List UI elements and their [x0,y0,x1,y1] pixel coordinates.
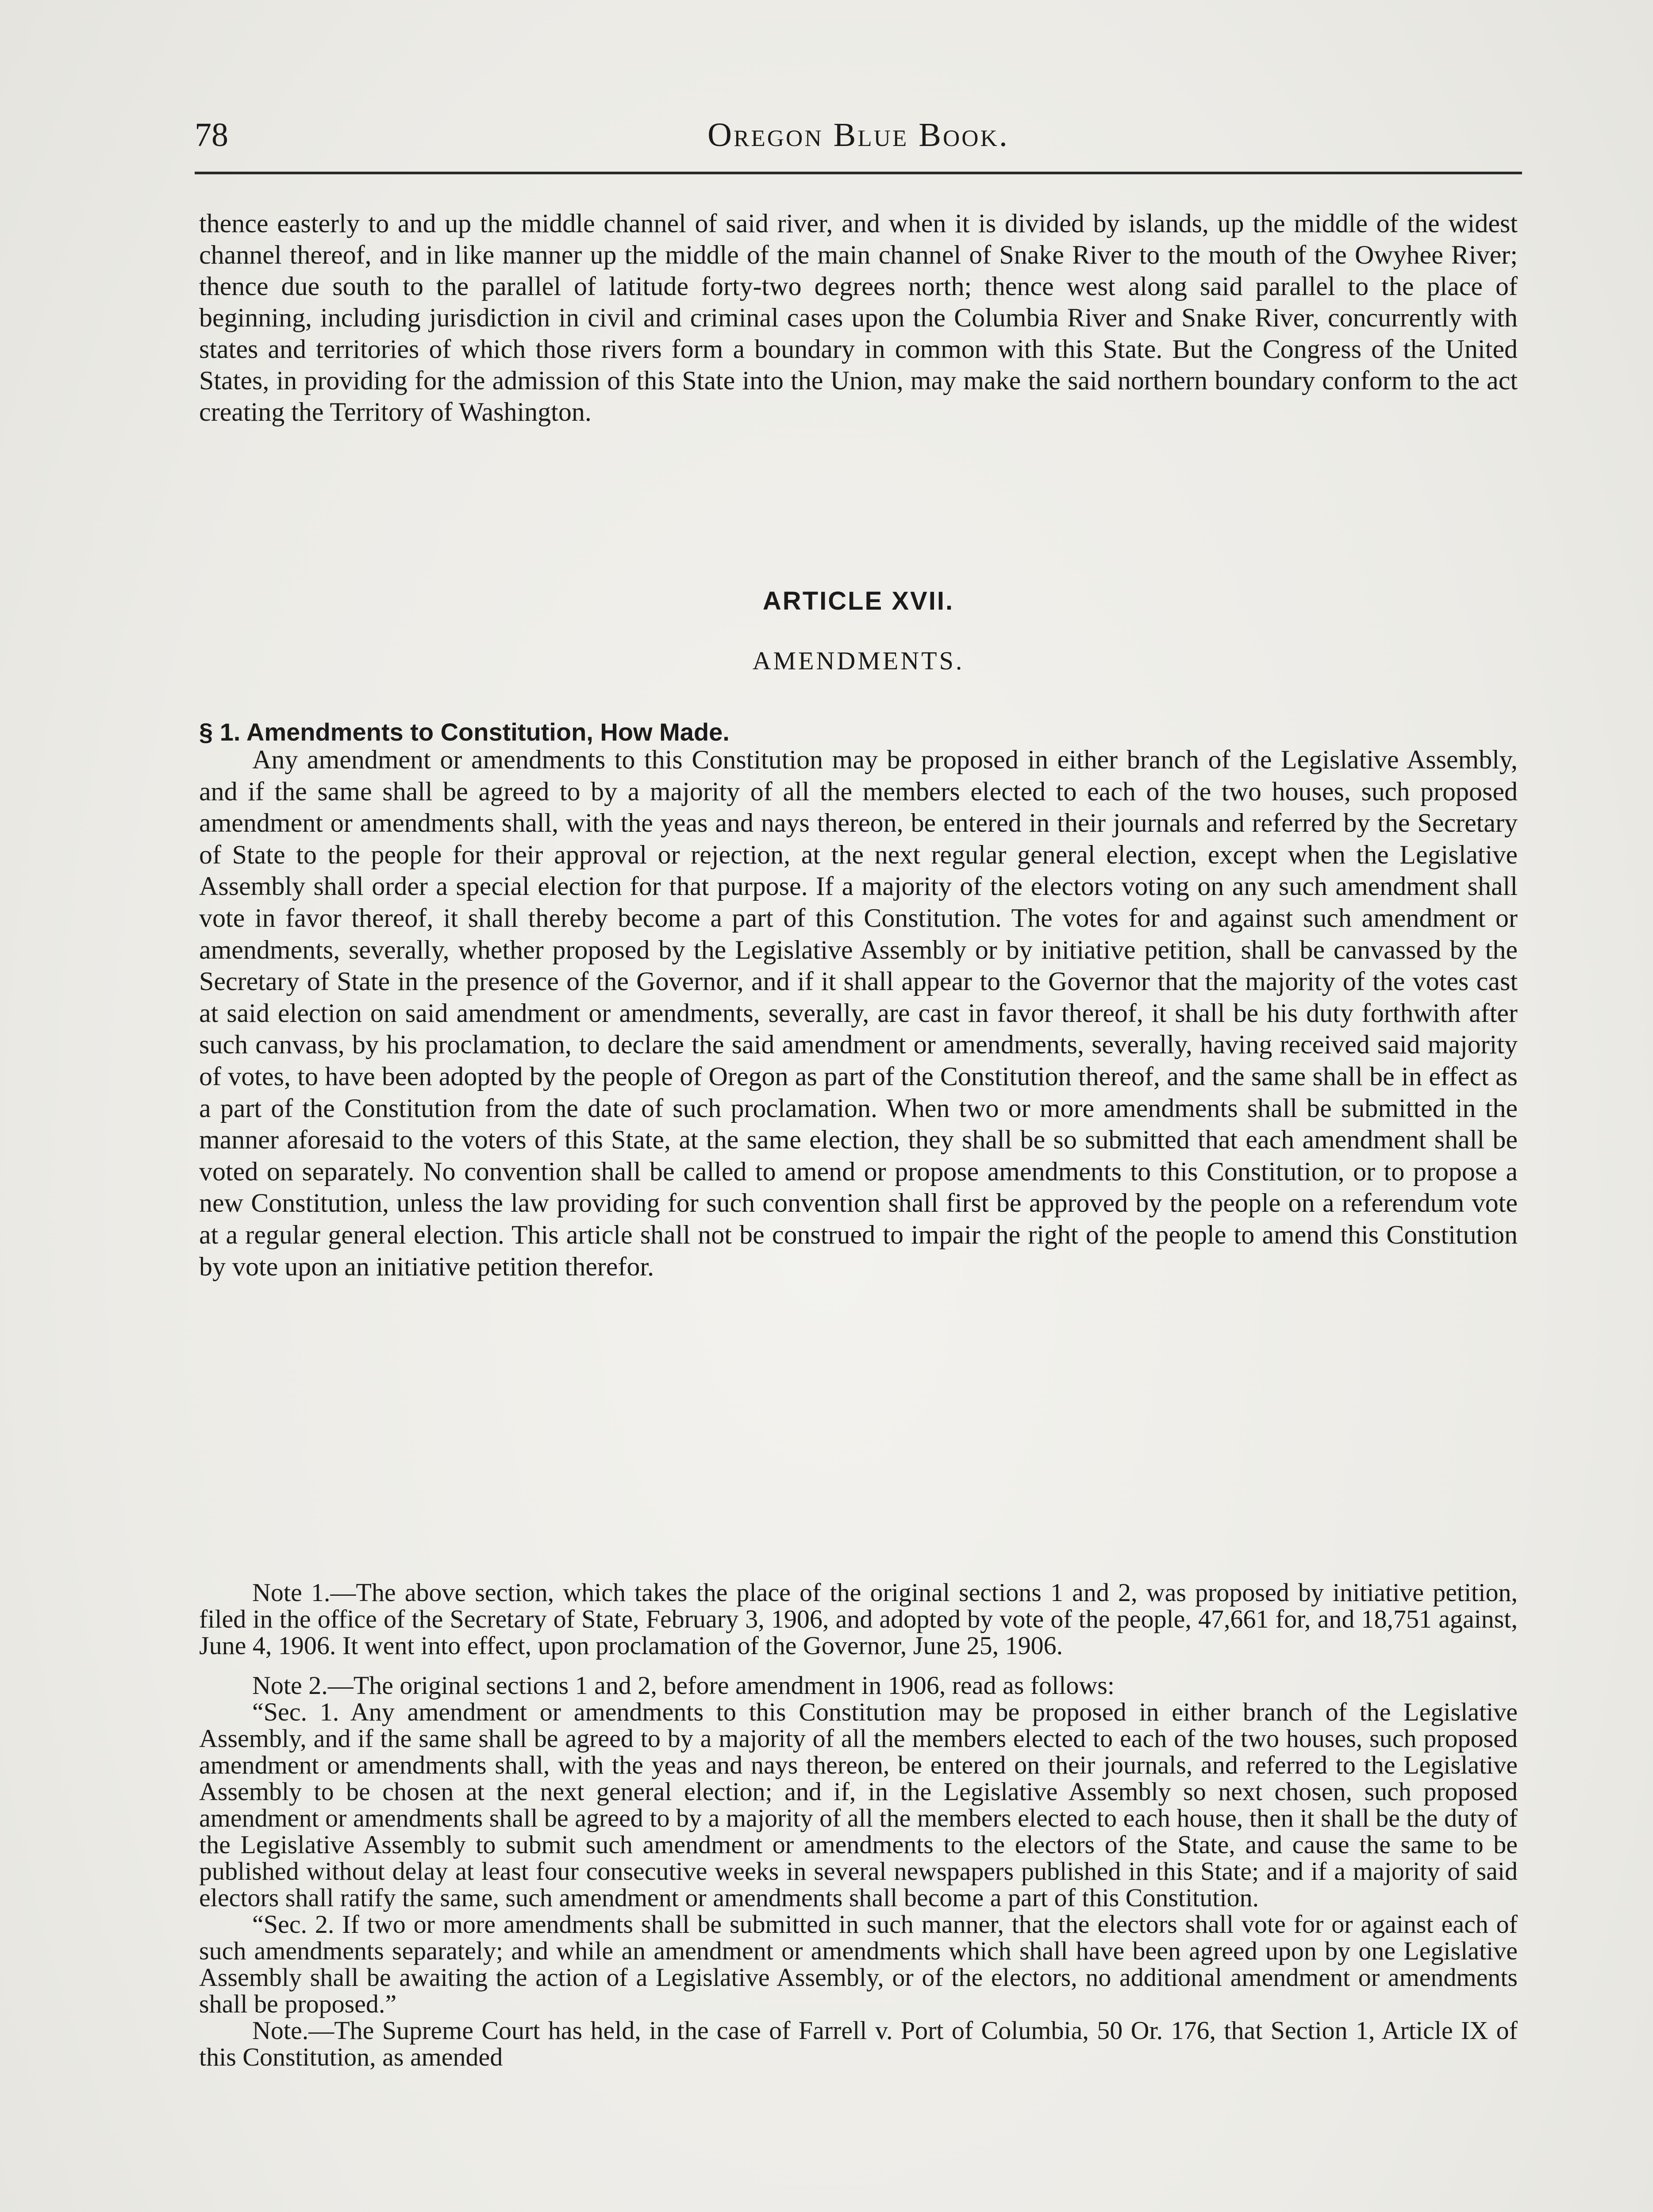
page-number: 78 [195,116,228,154]
article-heading: ARTICLE XVII. [762,587,954,615]
notes-block [199,1579,1518,2070]
note-2-section-2: “Sec. 2. If two or more amendments shall be submitted in such manner, that the electors shall vote for or against each of such amendments separately; and while an amendment or amendments which shall have been agreed upon by one Legislative Assembly shall be awaiting the action of a Legislative Assembly, or of the electors, no additional amendment or amendments shall be proposed.” [199,1910,1518,2018]
note-2-section-1: “Sec. 1. Any amendment or amendments to this Constitution may be proposed in either branch of the Legislative Assembly, and if the same shall be agreed to by a majority of all the members elected to each of the two houses, such proposed amendment or amendments shall, with the yeas and nays thereon, be entered on their journals, and referred to the Legislative Assembly to be chosen at the next general election; and if, in the Legislative Assembly so next chosen, such proposed amendment or amendments shall be agreed to by a majority of all the members elected to each house, then it shall be the duty of the Legislative Assembly to submit such amendment or amendments to the electors of the State, and cause the same to be published without delay at least four consecutive weeks in several newspapers published in this State; and if a majority of said electors shall ratify the same, such amendment or amendments shall become a part of this Constitution. [199,1697,1518,1912]
section-heading: § 1. Amendments to Constitution, How Made. [199,718,730,746]
note-3: Note.—The Supreme Court has held, in the case of Farrell v. Port of Columbia, 50 Or. 176, that Section 1, Article IX of this Constitution, as amended [199,2016,1518,2071]
running-head: Oregon Blue Book. [707,116,1009,154]
section-body [199,744,1518,1283]
header-rule [195,172,1522,174]
note-1: Note 1.—The above section, which takes the place of the original sections 1 and 2, was proposed by initiative petition, filed in the office of the Secretary of State, February 3, 1906, and adopted by vote of the people, 47,661 for, and 18,751 against, June 4, 1906. It went into effect, upon proclamation of the Governor, June 25, 1906. [199,1578,1518,1660]
section-paragraph: Any amendment or amendments to this Constitution may be proposed in either branch of the Legislative Assembly, and if the same shall be agreed to by a majority of all the members elected to each of the two houses, such proposed amendment or amendments shall, with the yeas and nays thereon, be entered in their journals and referred by the Secretary of State to the people for their approval or rejection, at the next regular general election, except when the Legislative Assembly shall order a special election for that purpose. If a majority of the electors voting on any such amendment shall vote in favor thereof, it shall thereby become a part of this Constitution. The votes for and against such amendment or amendments, severally, whether proposed by the Legislative Assembly or by initiative petition, shall be canvassed by the Secretary of State in the presence of the Governor, and if it shall appear to the Governor that the majority of the votes cast at said election on said amendment or amendments, severally, are cast in favor thereof, it shall be his duty forthwith after such canvass, by his proclamation, to declare the said amendment or amendments, severally, having received said majority of votes, to have been adopted by the people of Oregon as part of the Constitution thereof, and the same shall be in effect as a part of the Constitution from the date of such proclamation. When two or more amendments shall be submitted in the manner aforesaid to the voters of this State, at the same election, they shall be so submitted that each amendment shall be voted on separately. No convention shall be called to amend or propose amendments to this Constitution, or to propose a new Constitution, unless the law providing for such convention shall first be approved by the people on a referendum vote at a regular general election. This article shall not be construed to impair the right of the people to amend this Constitution by vote upon an initiative petition therefor. [199,745,1518,1281]
article-subheading: AMENDMENTS. [752,646,965,675]
page-header [195,111,1522,159]
intro-paragraph: thence easterly to and up the middle channel of said river, and when it is divided by islands, up the middle of the widest channel thereof, and in like manner up the middle of the main channel of Snake River to the mouth of the Owyhee River; thence due south to the parallel of latitude forty-two degrees north; thence west along said parallel to the place of beginning, including jurisdiction in civil and criminal cases upon the Columbia River and Snake River, concurrently with states and territories of which those rivers form a boundary in common with this State. But the Congress of the United States, in providing for the admission of this State into the Union, may make the said northern boundary conform to the act creating the Territory of Washington. [199,209,1518,426]
intro-paragraph-block [199,208,1518,428]
note-2-intro: Note 2.—The original sections 1 and 2, before amendment in 1906, read as follows: [252,1671,1115,1700]
